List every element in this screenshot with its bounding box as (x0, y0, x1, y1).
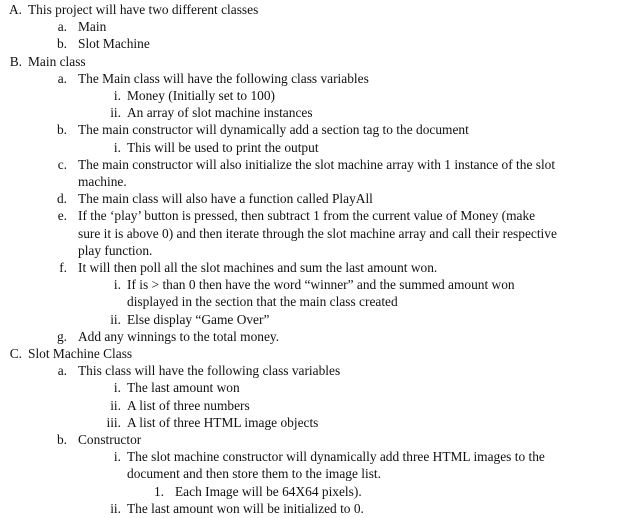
item-text: sure it is above 0) and then iterate through the slot machine array and call their respective (78, 225, 557, 241)
item-text: If the ‘play’ button is pressed, then subtract 1 from the current value of Money (make (78, 208, 536, 224)
subitem-text: The last amount won will be initialized to 0. (127, 500, 364, 516)
item-line (0, 173, 619, 190)
subitem-text: This will be used to print the output (127, 139, 319, 155)
item-text: The main constructor will also initialize the slot machine array with 1 instance of the slot (78, 156, 556, 172)
section-marker: C. (9, 346, 22, 361)
item-marker: g. (56, 328, 67, 344)
subitem-marker: i. (113, 88, 121, 103)
item-text: Main (78, 19, 107, 35)
item-marker: d. (56, 191, 67, 207)
item-line (0, 190, 619, 207)
subitem-text: A list of three numbers (127, 397, 250, 413)
subitem-marker: i. (113, 139, 121, 155)
subitem-line (0, 87, 619, 104)
subitem-marker: iii. (106, 414, 121, 430)
section-text: Main class (28, 53, 86, 69)
item-line (0, 225, 619, 242)
item-text: It will then poll all the slot machines and sum the last amount won. (78, 260, 438, 275)
item-text: The Main class will have the following class variables (78, 70, 369, 86)
item-text: play function. (78, 242, 153, 258)
subitem-text: The last amount won (127, 380, 240, 396)
item-line (0, 18, 619, 35)
item-text: Add any winnings to the total money. (78, 328, 280, 344)
item-line (0, 121, 619, 138)
subitem-text: Else display “Game Over” (127, 311, 270, 327)
item-text: This class will have the following class variables (78, 363, 341, 379)
item-marker: f. (59, 260, 67, 275)
item-marker: a. (57, 19, 67, 35)
section-line (0, 1, 619, 18)
subitem-line (0, 414, 619, 431)
section-marker: B. (9, 53, 22, 69)
item-marker: c. (57, 156, 67, 172)
subitem-line (0, 465, 619, 482)
subitem-line (0, 139, 619, 156)
item-line (0, 35, 619, 52)
subitem-marker: ii. (110, 311, 121, 327)
item-text: Slot Machine (78, 36, 150, 52)
item-line (0, 431, 619, 448)
subitem-line (0, 293, 619, 310)
item-line (0, 259, 619, 276)
subitem-text: document and then store them to the image list. (127, 466, 381, 482)
item-text: Constructor (78, 432, 142, 447)
subitem-line (0, 448, 619, 465)
subitem-marker: i. (113, 449, 121, 465)
item-line (0, 362, 619, 379)
section-marker: A. (8, 2, 22, 17)
subitem-marker: ii. (110, 397, 121, 413)
item-text: The main constructor will dynamically add a section tag to the document (78, 122, 469, 138)
item-line (0, 156, 619, 173)
item-marker: e. (57, 208, 67, 224)
item-line (0, 242, 619, 259)
subitem-marker: i. (113, 277, 121, 293)
subitem-text: displayed in the section that the main class created (127, 294, 398, 310)
item-line (0, 207, 619, 224)
subitem-text: An array of slot machine instances (127, 105, 313, 121)
section-line (0, 345, 619, 362)
section-text: This project will have two different classes (28, 2, 259, 17)
item-line (0, 328, 619, 345)
subitem-line (0, 276, 619, 293)
subitem-marker: ii. (110, 105, 121, 121)
item-marker: b. (56, 122, 67, 138)
subsubitem-line (0, 483, 619, 500)
subitem-text: If is > than 0 then have the word “winner” and the summed amount won (127, 277, 515, 293)
subitem-line (0, 397, 619, 414)
subitem-text: Money (Initially set to 100) (127, 88, 276, 103)
subitem-line (0, 379, 619, 396)
subitem-marker: ii. (110, 500, 121, 516)
item-text: The main class will also have a function called PlayAll (78, 191, 373, 207)
subitem-text: A list of three HTML image objects (127, 414, 319, 430)
item-marker: a. (57, 70, 67, 86)
item-text: machine. (78, 174, 127, 189)
subitem-marker: i. (113, 380, 121, 396)
subsubitem-text: Each Image will be 64X64 pixels). (175, 483, 362, 499)
section-line (0, 53, 619, 70)
subsubitem-marker: 1. (153, 483, 164, 499)
subitem-line (0, 311, 619, 328)
item-line (0, 70, 619, 87)
subitem-line (0, 500, 619, 517)
item-marker: a. (57, 363, 67, 379)
subitem-text: The slot machine constructor will dynamically add three HTML images to the (127, 449, 545, 465)
item-marker: b. (56, 36, 67, 52)
subitem-line (0, 104, 619, 121)
item-marker: b. (56, 432, 67, 447)
section-text: Slot Machine Class (28, 346, 133, 361)
